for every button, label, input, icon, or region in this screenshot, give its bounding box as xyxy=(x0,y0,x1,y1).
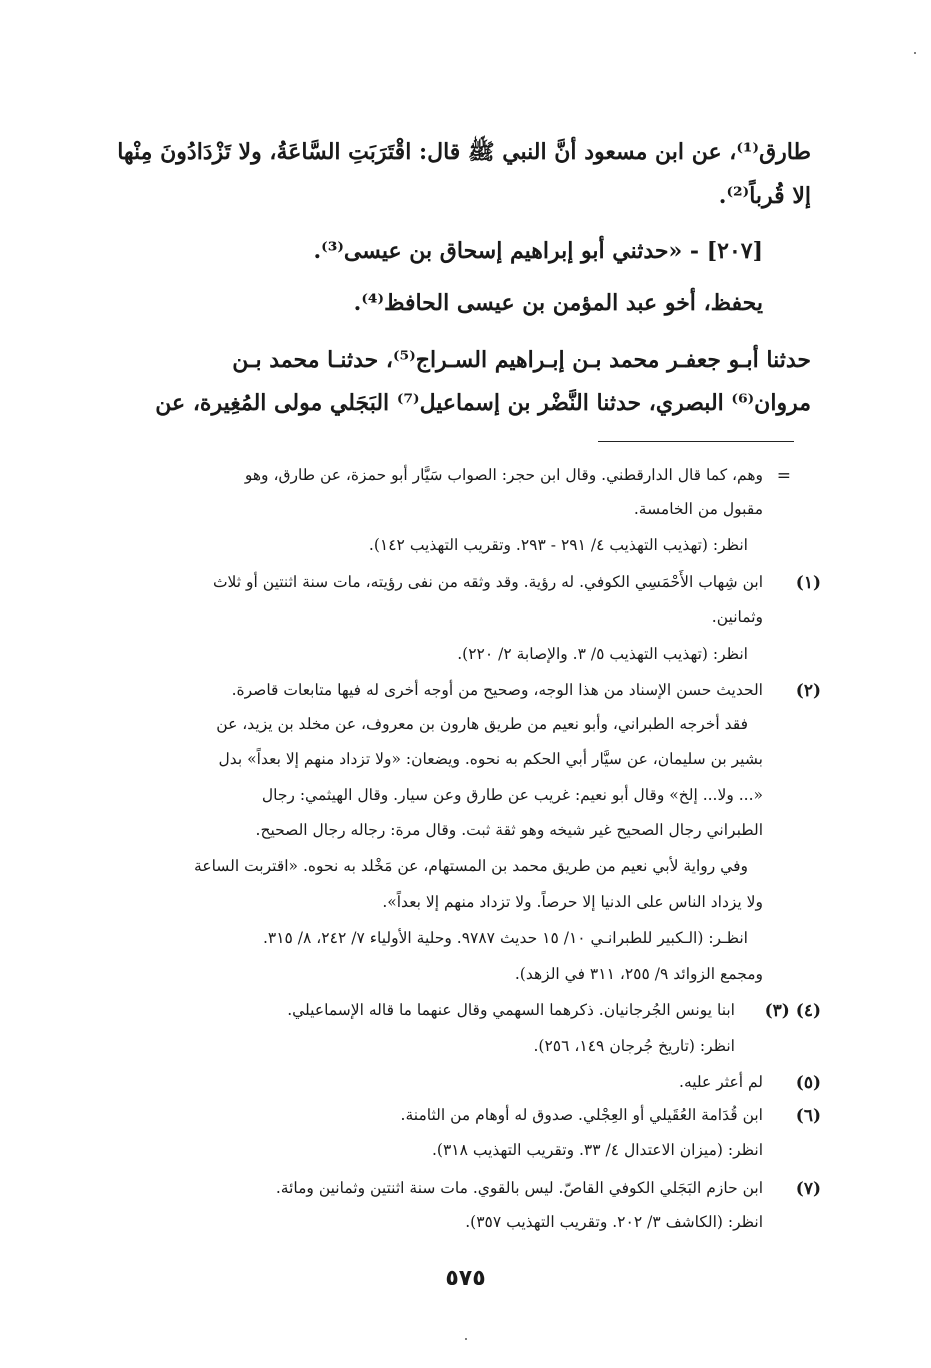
footnote-line: الحديث حسن الإسناد من هذا الوجه، وصحيح من أوجه أخرى له فيها متابعات قاصرة. xyxy=(231,681,763,699)
footnote-line: انظر: (تهذيب التهذيب ٥/ ٣. والإصابة ٢/ ٢٢٠). xyxy=(457,645,748,663)
footnote-line: ابن حازم البَجَلي الكوفي القاصّ. ليس بالقوي. مات سنة اثنتين وثمانين ومائة. xyxy=(275,1179,763,1197)
scan-speck xyxy=(465,1338,467,1340)
main-text-line: طارق⁽¹⁾، عن ابن مسعود أنَّ النبي ﷺ قال: اقْتَرَبَتِ السَّاعَةُ، ولا تَزْدَادُونَ مِنْها xyxy=(117,139,811,165)
footnote-line: مقبول من الخامسة. xyxy=(633,500,763,518)
footnote-number: (١) xyxy=(795,573,821,593)
footnote-number: (٥) xyxy=(795,1073,821,1093)
main-text-line: يحفظ، أخو عبد المؤمن بن عيسى الحافظ⁽⁴⁾. xyxy=(353,290,763,316)
footnote-line: وهم، كما قال الدارقطني. وقال ابن حجر: الصواب سَيَّار أبو حمزة، عن طارق، وهو xyxy=(244,466,763,484)
footnote-line: فقد أخرجه الطبراني، وأبو نعيم من طريق هارون بن معروف، عن مخلد بن يزيد، عن xyxy=(216,715,748,733)
footnote-line: الطبراني رجال الصحيح غير شيخه وهو ثقة ثبت. وقال مرة: رجاله رجال الصحيح. xyxy=(255,821,763,839)
page-number: ٥٧٥ xyxy=(445,1266,486,1291)
footnote-number: (٧) xyxy=(795,1179,821,1199)
footnote-number: (٣) (٤) xyxy=(764,1001,821,1021)
footnote-line: ابن قُدَامة العُقَيلي أو العِجْلي. صدوق له أوهام من الثامنة. xyxy=(400,1106,763,1124)
footnote-number: (٢) xyxy=(795,681,821,701)
footnote-line: ابنا يونس الجُرجانيان. ذكرهما السهمي وقال عنهما ما قاله الإسماعيلي. xyxy=(287,1001,735,1019)
footnote-line: انظـر: (الـكبير للطبرانـي ١٠/ ١٥ حديث ٩٧٨٧. وحلية الأولياء ٧/ ٢٤٢، ٨/ ٣١٥. xyxy=(262,929,748,947)
footnote-line: «... ولا... إلخ» وقال أبو نعيم: غريب عن طارق وعن سيار. وقال الهيثمي: رجال xyxy=(261,786,763,804)
footnote-line: ولا يزداد الناس على الدنيا إلا حرصاً. ولا تزداد منهم إلا بعداً». xyxy=(382,893,763,911)
hadith-heading: [٢٠٧] - «حدثني أبو إبراهيم إسحاق بن عيسى⁽³⁾. xyxy=(313,238,763,264)
footnote-line: وثمانين. xyxy=(711,608,763,626)
footnote-line: لم أعثر عليه. xyxy=(679,1073,763,1091)
footnote-line: ومجمع الزوائد ٩/ ٢٥٥، ٣١١ في الزهد). xyxy=(514,965,763,983)
footnote-separator xyxy=(598,441,794,442)
main-text-line: إلا قُرباً⁽²⁾. xyxy=(718,183,811,209)
footnote-line: بشير بن سليمان، عن سيَّار أبي الحكم به نحوه. ويضعان: «ولا تزداد منهم إلا بعداً» بدل xyxy=(218,750,763,768)
footnote-number: (٦) xyxy=(795,1106,821,1126)
footnote-line: انظر: (الكاشف ٣/ ٢٠٢. وتقريب التهذيب ٣٥٧). xyxy=(465,1213,763,1231)
footnote-line: انظر: (تهذيب التهذيب ٤/ ٢٩١ - ٢٩٣. وتقريب التهذيب ١٤٢). xyxy=(368,536,748,554)
footnote-line: وفي رواية لأبي نعيم من طريق محمد بن المستهام، عن مَخْلد به نحوه. «اقتربت الساعة xyxy=(194,857,748,875)
main-text-line: حدثنا أبـو جعفـر محمد بـن إبـراهيم السـراج⁽⁵⁾، حدثنـا محمد بـن xyxy=(232,347,811,373)
scan-speck xyxy=(914,52,916,54)
footnote-line: انظر: (ميزان الاعتدال ٤/ ٣٣. وتقريب التهذيب ٣١٨). xyxy=(431,1141,763,1159)
main-text-line: مروان⁽⁶⁾ البصري، حدثنا النَّضْر بن إسماعيل⁽⁷⁾ البَجَلي مولى المُغِيرة، عن xyxy=(155,390,811,416)
footnote-line: انظر: (تاريخ جُرجان ١٤٩، ٢٥٦). xyxy=(533,1037,735,1055)
footnote-line: ابن شِهاب الأَحْمَسِي الكوفي. له رؤية. وقد وثقه من نفى رؤيته، مات سنة اثنتين أو ثلاث xyxy=(212,573,763,591)
footnote-continuation-marker: = xyxy=(776,466,791,486)
